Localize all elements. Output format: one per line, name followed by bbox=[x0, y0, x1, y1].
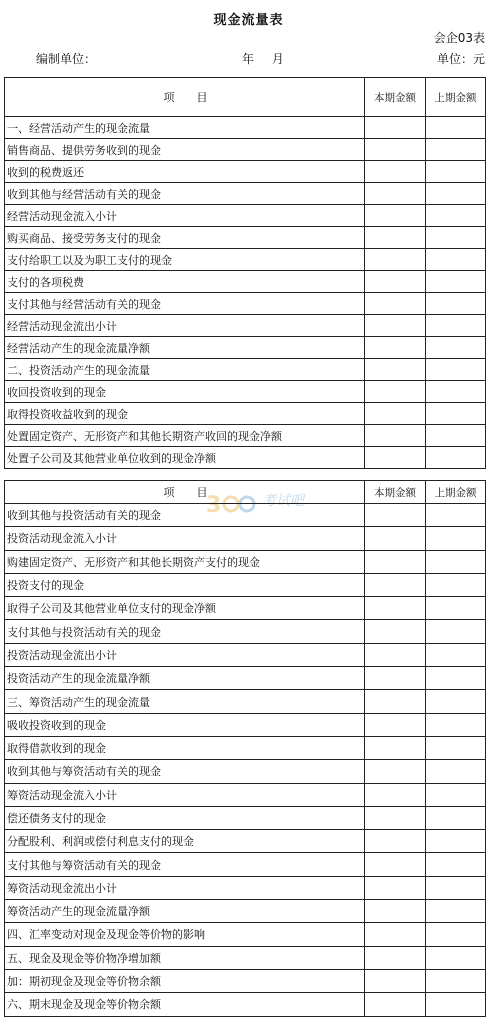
row-item-label: 收到的税费返还 bbox=[5, 161, 365, 183]
row-item-label: 分配股利、利润或偿付利息支付的现金 bbox=[5, 830, 365, 853]
prior-amount-cell[interactable] bbox=[426, 946, 486, 969]
row-item-label: 取得投资收益收到的现金 bbox=[5, 403, 365, 425]
table-row bbox=[5, 227, 486, 249]
table-row bbox=[5, 447, 486, 469]
table-row bbox=[5, 315, 486, 337]
current-amount-header: 本期金额 bbox=[365, 78, 426, 117]
prior-amount-cell[interactable] bbox=[426, 205, 486, 227]
row-item-label: 四、汇率变动对现金及现金等价物的影响 bbox=[5, 923, 365, 946]
row-item-label: 筹资活动产生的现金流量净额 bbox=[5, 900, 365, 923]
prior-amount-cell[interactable] bbox=[426, 900, 486, 923]
prior-amount-cell[interactable] bbox=[426, 447, 486, 469]
table-row bbox=[5, 690, 486, 713]
item-column-header: 项 目 bbox=[5, 78, 365, 117]
table-row bbox=[5, 643, 486, 666]
table-row bbox=[5, 760, 486, 783]
current-amount-cell[interactable] bbox=[365, 183, 426, 205]
current-amount-cell[interactable] bbox=[365, 337, 426, 359]
table-row bbox=[5, 550, 486, 573]
table-row bbox=[5, 969, 486, 992]
year-month-label: 年 月 bbox=[242, 52, 284, 66]
table-header-row bbox=[5, 481, 486, 504]
table-row bbox=[5, 993, 486, 1016]
prior-amount-cell[interactable] bbox=[426, 620, 486, 643]
row-item-label: 支付的各项税费 bbox=[5, 271, 365, 293]
row-item-label: 投资活动产生的现金流量净额 bbox=[5, 667, 365, 690]
prior-amount-cell[interactable] bbox=[426, 315, 486, 337]
prior-amount-cell[interactable] bbox=[426, 690, 486, 713]
current-amount-cell[interactable] bbox=[365, 923, 426, 946]
prior-amount-header: 上期金额 bbox=[426, 481, 486, 504]
current-amount-cell[interactable] bbox=[365, 403, 426, 425]
table-row bbox=[5, 359, 486, 381]
current-amount-cell[interactable] bbox=[365, 969, 426, 992]
current-amount-cell[interactable] bbox=[365, 806, 426, 829]
row-item-label: 加：期初现金及现金等价物余额 bbox=[5, 969, 365, 992]
current-amount-cell[interactable] bbox=[365, 359, 426, 381]
table-row bbox=[5, 620, 486, 643]
prior-amount-cell[interactable] bbox=[426, 337, 486, 359]
current-amount-cell[interactable] bbox=[365, 900, 426, 923]
table-row bbox=[5, 117, 486, 139]
row-item-label: 支付其他与投资活动有关的现金 bbox=[5, 620, 365, 643]
current-amount-cell[interactable] bbox=[365, 425, 426, 447]
current-amount-cell[interactable] bbox=[365, 736, 426, 759]
current-amount-cell[interactable] bbox=[365, 381, 426, 403]
row-item-label: 取得子公司及其他营业单位支付的现金净额 bbox=[5, 597, 365, 620]
table-row bbox=[5, 713, 486, 736]
current-amount-cell[interactable] bbox=[365, 550, 426, 573]
current-amount-cell[interactable] bbox=[365, 205, 426, 227]
current-amount-cell[interactable] bbox=[365, 447, 426, 469]
prior-amount-cell[interactable] bbox=[426, 969, 486, 992]
table-row bbox=[5, 504, 486, 527]
cash-flow-table-part2 bbox=[4, 480, 486, 1017]
current-amount-cell[interactable] bbox=[365, 597, 426, 620]
row-item-label: 处置固定资产、无形资产和其他长期资产收回的现金净额 bbox=[5, 425, 365, 447]
current-amount-cell[interactable] bbox=[365, 760, 426, 783]
prior-amount-cell[interactable] bbox=[426, 573, 486, 596]
row-item-label: 偿还债务支付的现金 bbox=[5, 806, 365, 829]
row-item-label: 吸收投资收到的现金 bbox=[5, 713, 365, 736]
current-amount-cell[interactable] bbox=[365, 271, 426, 293]
table-row bbox=[5, 597, 486, 620]
table-row bbox=[5, 946, 486, 969]
form-code: 会企03表 bbox=[433, 31, 485, 45]
table-row bbox=[5, 830, 486, 853]
row-item-label: 取得借款收到的现金 bbox=[5, 736, 365, 759]
prior-amount-cell[interactable] bbox=[426, 227, 486, 249]
prior-amount-cell[interactable] bbox=[426, 993, 486, 1016]
table-row bbox=[5, 853, 486, 876]
prior-amount-cell[interactable] bbox=[426, 806, 486, 829]
prior-amount-cell[interactable] bbox=[426, 876, 486, 899]
prior-amount-cell[interactable] bbox=[426, 736, 486, 759]
row-item-label: 筹资活动现金流出小计 bbox=[5, 876, 365, 899]
row-item-label: 经营活动产生的现金流量净额 bbox=[5, 337, 365, 359]
table-row bbox=[5, 923, 486, 946]
current-amount-cell[interactable] bbox=[365, 139, 426, 161]
prior-amount-cell[interactable] bbox=[426, 403, 486, 425]
report-title: 现金流量表 bbox=[213, 13, 284, 28]
current-amount-cell[interactable] bbox=[365, 527, 426, 550]
prior-amount-cell[interactable] bbox=[426, 760, 486, 783]
row-item-label: 一、经营活动产生的现金流量 bbox=[5, 117, 365, 139]
current-amount-cell[interactable] bbox=[365, 876, 426, 899]
row-item-label: 收到其他与筹资活动有关的现金 bbox=[5, 760, 365, 783]
watermark-text: 考试吧 bbox=[262, 493, 304, 509]
row-item-label: 收到其他与经营活动有关的现金 bbox=[5, 183, 365, 205]
current-amount-cell[interactable] bbox=[365, 853, 426, 876]
row-item-label: 支付给职工以及为职工支付的现金 bbox=[5, 249, 365, 271]
row-item-label: 三、筹资活动产生的现金流量 bbox=[5, 690, 365, 713]
prior-amount-cell[interactable] bbox=[426, 249, 486, 271]
current-amount-cell[interactable] bbox=[365, 667, 426, 690]
table-row bbox=[5, 161, 486, 183]
row-item-label: 投资活动现金流入小计 bbox=[5, 527, 365, 550]
current-amount-cell[interactable] bbox=[365, 161, 426, 183]
current-amount-cell[interactable] bbox=[365, 620, 426, 643]
prior-amount-cell[interactable] bbox=[426, 425, 486, 447]
current-amount-cell[interactable] bbox=[365, 643, 426, 666]
prior-amount-cell[interactable] bbox=[426, 853, 486, 876]
meta-row bbox=[0, 50, 497, 68]
table-row bbox=[5, 667, 486, 690]
current-amount-cell[interactable] bbox=[365, 830, 426, 853]
prior-amount-cell[interactable] bbox=[426, 923, 486, 946]
prior-amount-cell[interactable] bbox=[426, 643, 486, 666]
row-item-label: 支付其他与经营活动有关的现金 bbox=[5, 293, 365, 315]
prior-amount-cell[interactable] bbox=[426, 527, 486, 550]
current-amount-header: 本期金额 bbox=[365, 481, 426, 504]
prior-amount-cell[interactable] bbox=[426, 117, 486, 139]
table-row bbox=[5, 183, 486, 205]
prior-amount-cell[interactable] bbox=[426, 183, 486, 205]
prior-amount-cell[interactable] bbox=[426, 271, 486, 293]
table-row bbox=[5, 403, 486, 425]
current-amount-cell[interactable] bbox=[365, 713, 426, 736]
item-column-header: 项 目 bbox=[5, 481, 365, 504]
prior-amount-header: 上期金额 bbox=[426, 78, 486, 117]
prior-amount-cell[interactable] bbox=[426, 293, 486, 315]
currency-unit-label: 单位：元 bbox=[436, 52, 485, 66]
prior-amount-cell[interactable] bbox=[426, 359, 486, 381]
current-amount-cell[interactable] bbox=[365, 249, 426, 271]
cash-flow-table-part1 bbox=[4, 77, 486, 469]
row-item-label: 销售商品、提供劳务收到的现金 bbox=[5, 139, 365, 161]
prior-amount-cell[interactable] bbox=[426, 381, 486, 403]
table-row bbox=[5, 806, 486, 829]
row-item-label: 支付其他与筹资活动有关的现金 bbox=[5, 853, 365, 876]
row-item-label: 购建固定资产、无形资产和其他长期资产支付的现金 bbox=[5, 550, 365, 573]
current-amount-cell[interactable] bbox=[365, 117, 426, 139]
prior-amount-cell[interactable] bbox=[426, 783, 486, 806]
current-amount-cell[interactable] bbox=[365, 993, 426, 1016]
row-item-label: 处置子公司及其他营业单位收到的现金净额 bbox=[5, 447, 365, 469]
prior-amount-cell[interactable] bbox=[426, 504, 486, 527]
current-amount-cell[interactable] bbox=[365, 293, 426, 315]
table-header-row bbox=[5, 78, 486, 117]
current-amount-cell[interactable] bbox=[365, 227, 426, 249]
prior-amount-cell[interactable] bbox=[426, 161, 486, 183]
table-row bbox=[5, 293, 486, 315]
table-row bbox=[5, 876, 486, 899]
row-item-label: 六、期末现金及现金等价物余额 bbox=[5, 993, 365, 1016]
row-item-label: 投资活动现金流出小计 bbox=[5, 643, 365, 666]
row-item-label: 五、现金及现金等价物净增加额 bbox=[5, 946, 365, 969]
table-row bbox=[5, 249, 486, 271]
table-row bbox=[5, 527, 486, 550]
row-item-label: 收回投资收到的现金 bbox=[5, 381, 365, 403]
table-row bbox=[5, 271, 486, 293]
prior-amount-cell[interactable] bbox=[426, 667, 486, 690]
table-row bbox=[5, 573, 486, 596]
current-amount-cell[interactable] bbox=[365, 573, 426, 596]
table-row bbox=[5, 139, 486, 161]
row-item-label: 经营活动现金流出小计 bbox=[5, 315, 365, 337]
table-row bbox=[5, 900, 486, 923]
current-amount-cell[interactable] bbox=[365, 504, 426, 527]
prior-amount-cell[interactable] bbox=[426, 713, 486, 736]
table-row bbox=[5, 205, 486, 227]
row-item-label: 经营活动现金流入小计 bbox=[5, 205, 365, 227]
current-amount-cell[interactable] bbox=[365, 946, 426, 969]
current-amount-cell[interactable] bbox=[365, 690, 426, 713]
prior-amount-cell[interactable] bbox=[426, 830, 486, 853]
row-item-label: 投资支付的现金 bbox=[5, 573, 365, 596]
table-row bbox=[5, 783, 486, 806]
table-row bbox=[5, 381, 486, 403]
table-row bbox=[5, 736, 486, 759]
row-item-label: 筹资活动现金流入小计 bbox=[5, 783, 365, 806]
current-amount-cell[interactable] bbox=[365, 783, 426, 806]
row-item-label: 收到其他与投资活动有关的现金 bbox=[5, 504, 365, 527]
prepared-by-label: 编制单位： bbox=[36, 52, 97, 66]
svg-text:3: 3 bbox=[206, 493, 222, 518]
prior-amount-cell[interactable] bbox=[426, 139, 486, 161]
prior-amount-cell[interactable] bbox=[426, 550, 486, 573]
current-amount-cell[interactable] bbox=[365, 315, 426, 337]
row-item-label: 购买商品、接受劳务支付的现金 bbox=[5, 227, 365, 249]
table-row bbox=[5, 337, 486, 359]
table-row bbox=[5, 425, 486, 447]
prior-amount-cell[interactable] bbox=[426, 597, 486, 620]
row-item-label: 二、投资活动产生的现金流量 bbox=[5, 359, 365, 381]
